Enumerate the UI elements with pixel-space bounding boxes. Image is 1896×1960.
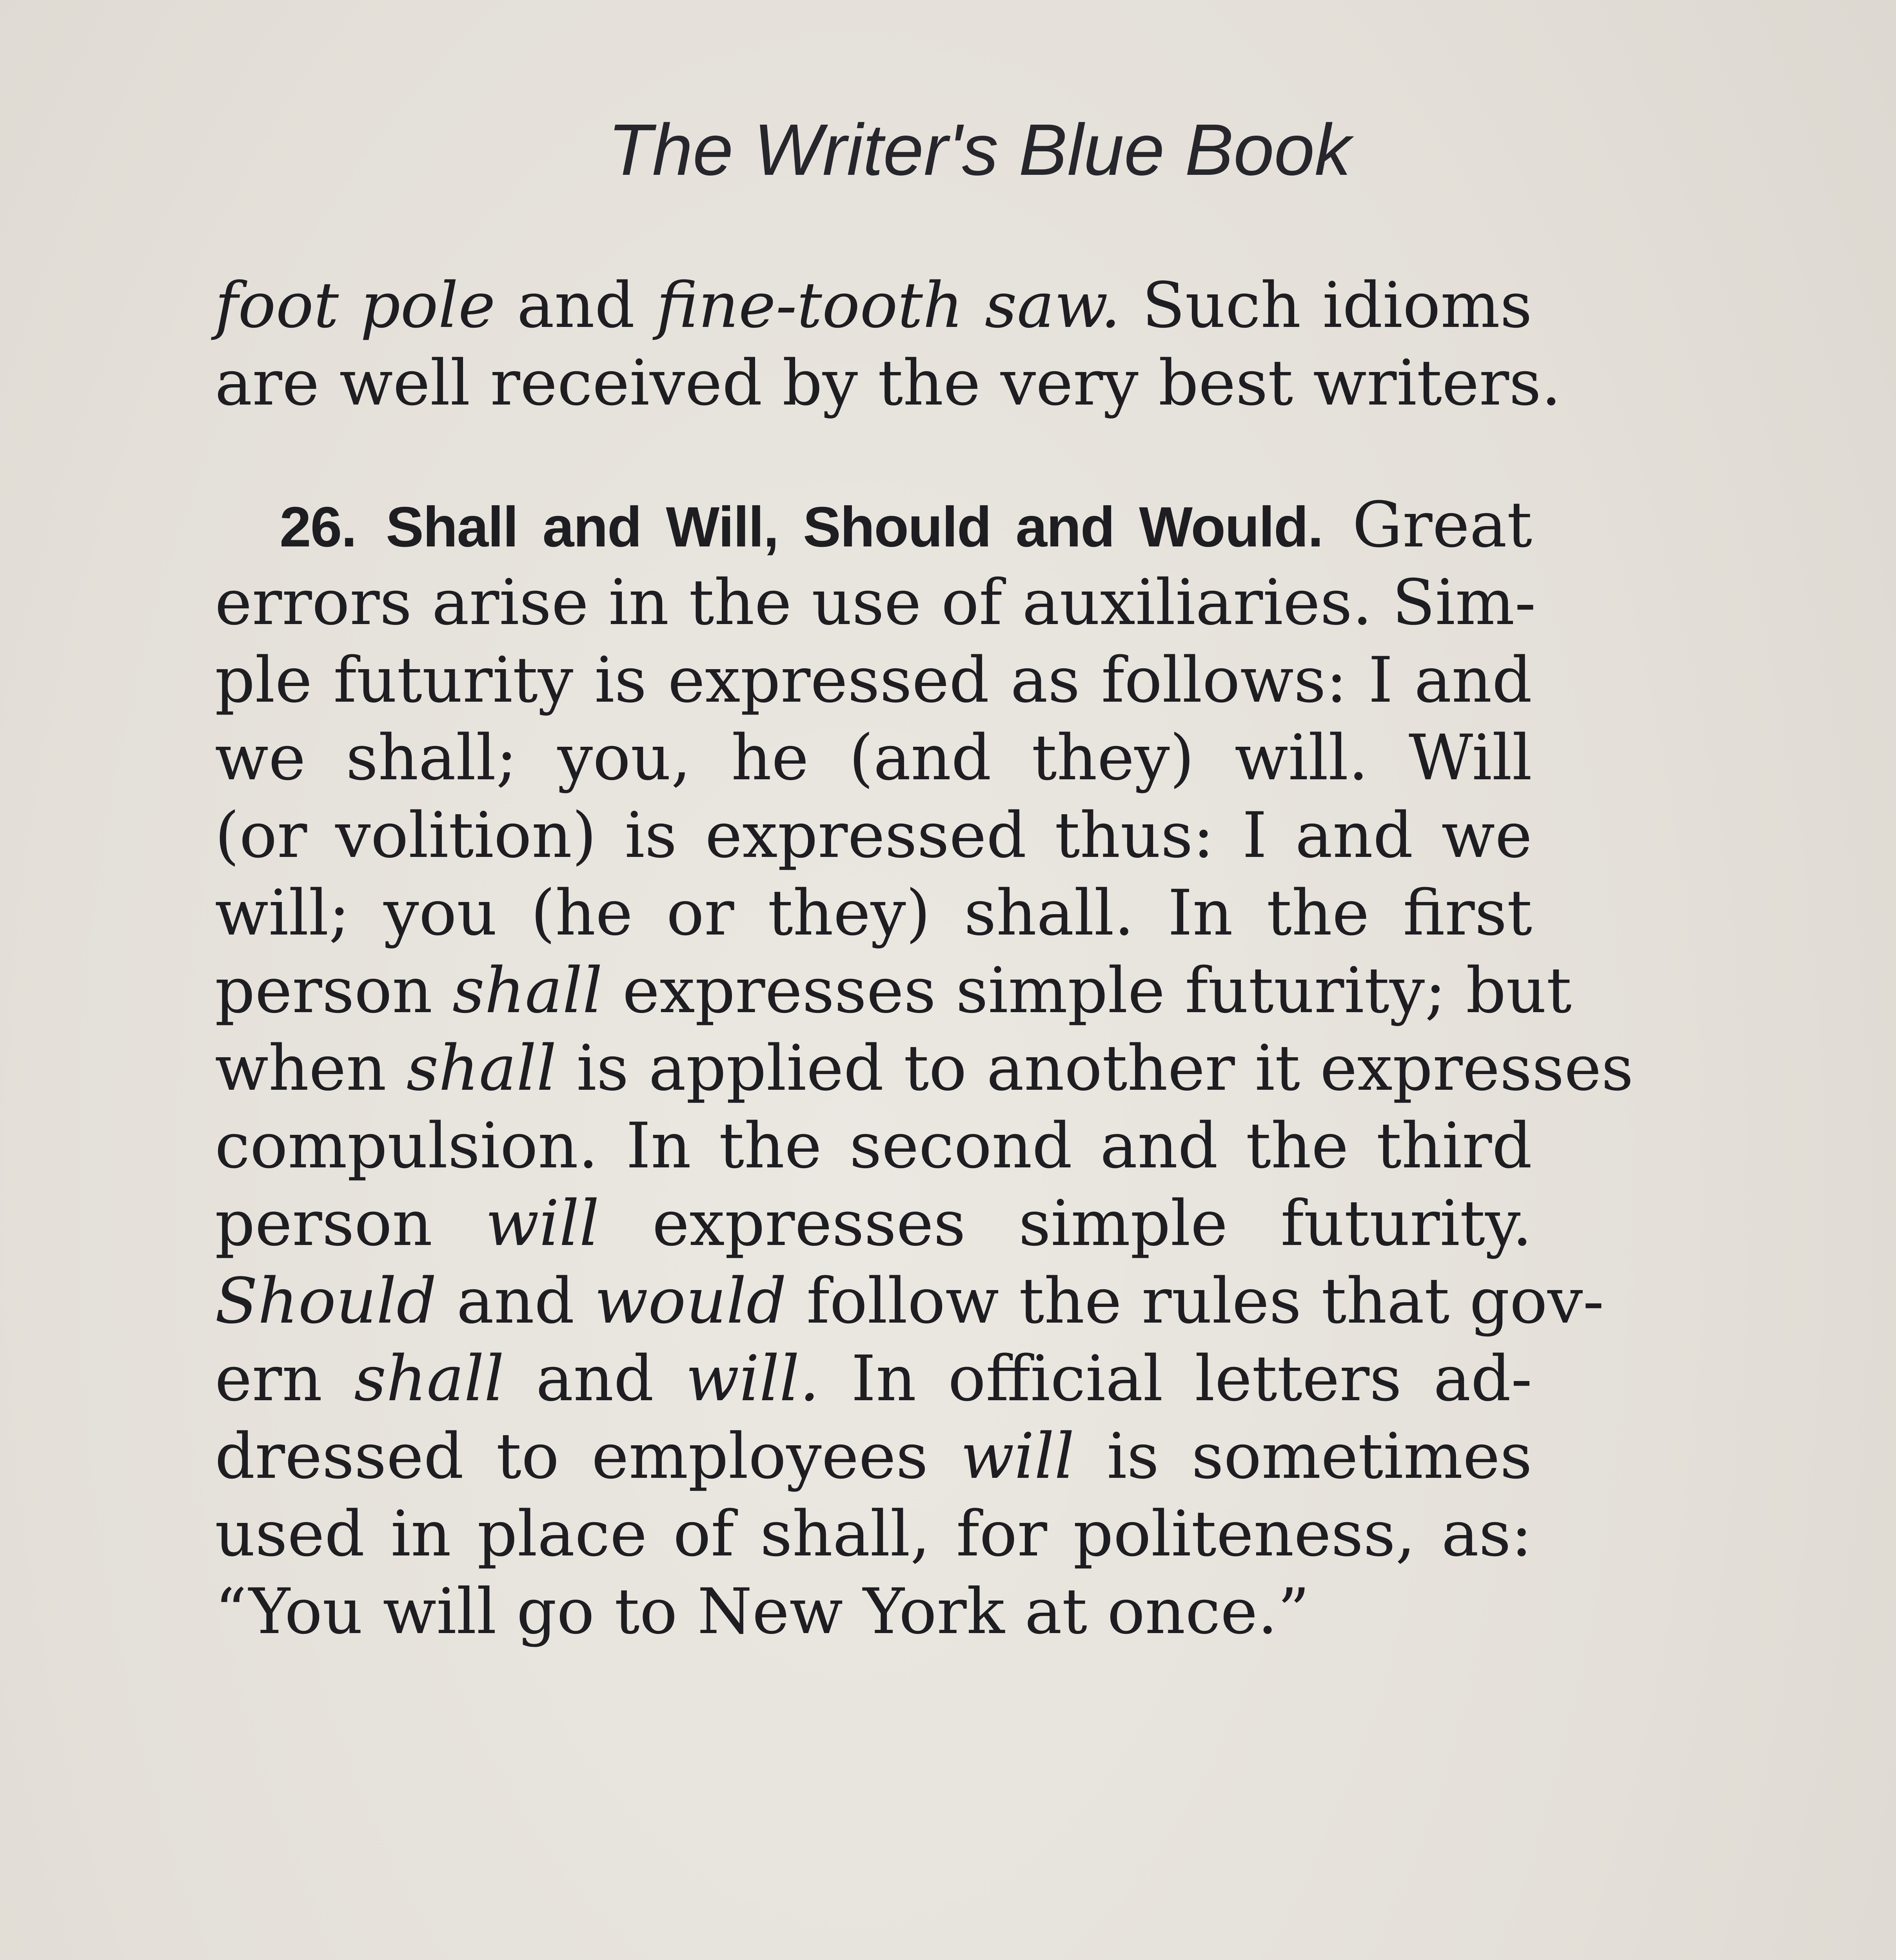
text-span: ern bbox=[215, 1342, 354, 1415]
text-span: and bbox=[504, 1342, 686, 1415]
text-span: In official letters ad- bbox=[819, 1342, 1533, 1415]
italic-word: will bbox=[485, 1187, 599, 1260]
text-line: are well received by the very best writers. bbox=[215, 346, 1562, 419]
text-line bbox=[215, 1417, 1532, 1495]
text-span: and bbox=[436, 1264, 595, 1338]
text-line bbox=[215, 1262, 1604, 1340]
text-span: Such idioms bbox=[1121, 269, 1533, 342]
italic-word: shall bbox=[452, 954, 603, 1027]
text-line: “You will go to New York at once.” bbox=[215, 1575, 1310, 1648]
italic-word: shall bbox=[406, 1031, 557, 1105]
text-line: will; you (he or they) shall. In the first bbox=[215, 876, 1532, 949]
text-span: Great bbox=[1322, 488, 1533, 561]
text-span: is applied to another it expresses bbox=[556, 1031, 1634, 1105]
text-line: errors arise in the use of auxiliaries. Sim- bbox=[215, 566, 1536, 639]
italic-word: Should bbox=[215, 1264, 437, 1338]
text-line bbox=[215, 1185, 1532, 1262]
section-heading: Shall and Will, Should and Would. bbox=[386, 495, 1323, 559]
text-span: dressed to employees bbox=[215, 1419, 961, 1493]
section-number: 26. bbox=[280, 495, 356, 559]
text-line bbox=[215, 267, 1532, 344]
continuation-paragraph bbox=[215, 267, 1562, 422]
text-span: follow the rules that gov- bbox=[786, 1264, 1604, 1338]
italic-word: would bbox=[594, 1264, 787, 1338]
text-line: used in place of shall, for politeness, as: bbox=[215, 1497, 1532, 1570]
text-span: expresses simple futurity; but bbox=[602, 954, 1572, 1027]
text-span: person bbox=[215, 954, 452, 1027]
text-line: (or volition) is expressed thus: I and we bbox=[215, 799, 1532, 872]
text-line bbox=[215, 1029, 1634, 1107]
italic-word: will bbox=[960, 1419, 1075, 1493]
italic-word: shall bbox=[354, 1342, 505, 1415]
text-span: expresses simple futurity. bbox=[599, 1187, 1533, 1260]
text-line bbox=[215, 1340, 1532, 1417]
text-line bbox=[215, 952, 1572, 1029]
text-line: compulsion. In the second and the third bbox=[215, 1109, 1532, 1182]
text-span: and bbox=[495, 269, 657, 342]
italic-word: will. bbox=[685, 1342, 820, 1415]
text-span: is sometimes bbox=[1074, 1419, 1532, 1493]
section-26-paragraph bbox=[215, 486, 1634, 1650]
italic-phrase: fine-tooth saw. bbox=[656, 269, 1121, 342]
running-header: The Writer's Blue Book bbox=[607, 109, 1351, 191]
text-span: person bbox=[215, 1187, 486, 1260]
text-line: ple futurity is expressed as follows: I and bbox=[215, 643, 1532, 717]
section-heading-line bbox=[215, 486, 1532, 564]
text-span: when bbox=[215, 1031, 407, 1105]
text-line: we shall; you, he (and they) will. Will bbox=[215, 721, 1532, 794]
italic-phrase: foot pole bbox=[215, 269, 496, 342]
